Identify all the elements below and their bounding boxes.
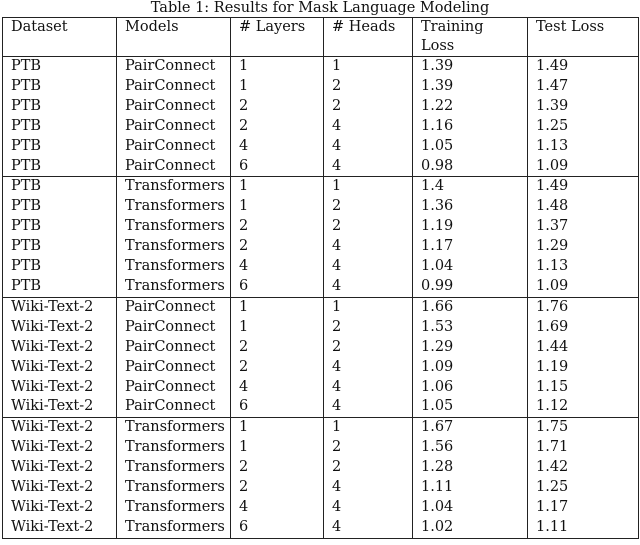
cell-model: Transformers <box>117 217 231 237</box>
cell-heads: 2 <box>324 318 413 338</box>
cell-heads: 4 <box>324 257 413 277</box>
cell-model: Transformers <box>117 518 231 538</box>
cell-test-loss: 1.49 <box>528 177 639 197</box>
cell-training-loss: 1.11 <box>413 478 528 498</box>
cell-test-loss: 1.11 <box>528 518 639 538</box>
table-caption: Table 1: Results for Mask Language Modeling <box>150 0 490 16</box>
cell-training-loss: 1.16 <box>413 117 528 137</box>
results-table <box>2 17 639 539</box>
cell-heads: 1 <box>324 297 413 317</box>
cell-test-loss: 1.09 <box>528 277 639 297</box>
cell-training-loss: 1.29 <box>413 338 528 358</box>
cell-test-loss: 1.13 <box>528 137 639 157</box>
cell-training-loss: 1.56 <box>413 438 528 458</box>
cell-dataset: PTB <box>3 157 117 177</box>
cell-test-loss: 1.13 <box>528 257 639 277</box>
cell-dataset: Wiki-Text-2 <box>3 478 117 498</box>
cell-test-loss: 1.25 <box>528 478 639 498</box>
cell-dataset: Wiki-Text-2 <box>3 438 117 458</box>
cell-model: PairConnect <box>117 397 231 417</box>
cell-dataset: Wiki-Text-2 <box>3 518 117 538</box>
cell-test-loss: 1.17 <box>528 498 639 518</box>
cell-layers: 1 <box>231 438 324 458</box>
cell-layers: 6 <box>231 397 324 417</box>
cell-dataset: Wiki-Text-2 <box>3 458 117 478</box>
table-row <box>3 277 639 297</box>
table-row <box>3 57 639 77</box>
header-dataset: Dataset <box>3 18 117 57</box>
cell-layers: 4 <box>231 137 324 157</box>
cell-heads: 4 <box>324 157 413 177</box>
table-row <box>3 257 639 277</box>
row-group <box>3 57 639 177</box>
cell-model: PairConnect <box>117 117 231 137</box>
cell-model: PairConnect <box>117 358 231 378</box>
cell-heads: 4 <box>324 277 413 297</box>
table-row <box>3 518 639 538</box>
table-row <box>3 458 639 478</box>
cell-test-loss: 1.25 <box>528 117 639 137</box>
cell-model: PairConnect <box>117 338 231 358</box>
table-row <box>3 397 639 417</box>
cell-dataset: PTB <box>3 137 117 157</box>
cell-training-loss: 0.99 <box>413 277 528 297</box>
cell-layers: 1 <box>231 297 324 317</box>
cell-heads: 2 <box>324 458 413 478</box>
cell-test-loss: 1.71 <box>528 438 639 458</box>
table-row <box>3 217 639 237</box>
table-row <box>3 177 639 197</box>
table-row <box>3 117 639 137</box>
cell-training-loss: 1.04 <box>413 257 528 277</box>
cell-layers: 6 <box>231 277 324 297</box>
cell-training-loss: 0.98 <box>413 157 528 177</box>
cell-heads: 1 <box>324 57 413 77</box>
cell-layers: 2 <box>231 338 324 358</box>
cell-model: PairConnect <box>117 57 231 77</box>
cell-training-loss: 1.02 <box>413 518 528 538</box>
table-row <box>3 478 639 498</box>
cell-training-loss: 1.09 <box>413 358 528 378</box>
cell-dataset: PTB <box>3 77 117 97</box>
cell-model: Transformers <box>117 478 231 498</box>
cell-layers: 2 <box>231 97 324 117</box>
cell-layers: 4 <box>231 378 324 398</box>
cell-dataset: Wiki-Text-2 <box>3 318 117 338</box>
cell-test-loss: 1.76 <box>528 297 639 317</box>
header-row <box>3 18 639 57</box>
table-row <box>3 318 639 338</box>
cell-dataset: PTB <box>3 237 117 257</box>
cell-training-loss: 1.04 <box>413 498 528 518</box>
cell-model: Transformers <box>117 418 231 438</box>
row-group <box>3 177 639 297</box>
cell-heads: 2 <box>324 217 413 237</box>
cell-heads: 2 <box>324 97 413 117</box>
table-row <box>3 237 639 257</box>
cell-heads: 4 <box>324 358 413 378</box>
cell-training-loss: 1.36 <box>413 197 528 217</box>
cell-model: Transformers <box>117 458 231 478</box>
cell-training-loss: 1.66 <box>413 297 528 317</box>
cell-training-loss: 1.17 <box>413 237 528 257</box>
header-test-loss: Test Loss <box>528 18 639 57</box>
table-row <box>3 197 639 217</box>
cell-heads: 1 <box>324 418 413 438</box>
cell-training-loss: 1.39 <box>413 77 528 97</box>
cell-training-loss: 1.06 <box>413 378 528 398</box>
cell-model: Transformers <box>117 257 231 277</box>
cell-heads: 4 <box>324 117 413 137</box>
cell-layers: 2 <box>231 358 324 378</box>
cell-heads: 4 <box>324 378 413 398</box>
cell-model: PairConnect <box>117 378 231 398</box>
cell-layers: 4 <box>231 498 324 518</box>
cell-training-loss: 1.22 <box>413 97 528 117</box>
cell-dataset: Wiki-Text-2 <box>3 418 117 438</box>
cell-dataset: Wiki-Text-2 <box>3 498 117 518</box>
row-group <box>3 418 639 538</box>
cell-dataset: PTB <box>3 217 117 237</box>
cell-dataset: Wiki-Text-2 <box>3 338 117 358</box>
table-row <box>3 378 639 398</box>
cell-layers: 6 <box>231 157 324 177</box>
cell-dataset: PTB <box>3 97 117 117</box>
cell-heads: 4 <box>324 137 413 157</box>
cell-model: Transformers <box>117 237 231 257</box>
cell-dataset: PTB <box>3 177 117 197</box>
cell-dataset: Wiki-Text-2 <box>3 358 117 378</box>
cell-layers: 1 <box>231 77 324 97</box>
cell-layers: 6 <box>231 518 324 538</box>
cell-layers: 2 <box>231 478 324 498</box>
cell-training-loss: 1.19 <box>413 217 528 237</box>
cell-test-loss: 1.19 <box>528 358 639 378</box>
cell-test-loss: 1.75 <box>528 418 639 438</box>
header-layers: # Layers <box>231 18 324 57</box>
cell-training-loss: 1.4 <box>413 177 528 197</box>
cell-layers: 2 <box>231 117 324 137</box>
cell-training-loss: 1.53 <box>413 318 528 338</box>
cell-dataset: PTB <box>3 277 117 297</box>
cell-training-loss: 1.05 <box>413 137 528 157</box>
cell-test-loss: 1.48 <box>528 197 639 217</box>
table-row <box>3 137 639 157</box>
cell-layers: 4 <box>231 257 324 277</box>
cell-heads: 2 <box>324 338 413 358</box>
cell-test-loss: 1.09 <box>528 157 639 177</box>
cell-heads: 2 <box>324 77 413 97</box>
cell-heads: 4 <box>324 478 413 498</box>
cell-model: PairConnect <box>117 137 231 157</box>
cell-model: Transformers <box>117 438 231 458</box>
cell-heads: 4 <box>324 498 413 518</box>
cell-test-loss: 1.29 <box>528 237 639 257</box>
cell-training-loss: 1.39 <box>413 57 528 77</box>
cell-dataset: PTB <box>3 197 117 217</box>
header-models: Models <box>117 18 231 57</box>
cell-model: Transformers <box>117 177 231 197</box>
cell-heads: 4 <box>324 518 413 538</box>
cell-model: Transformers <box>117 277 231 297</box>
cell-layers: 2 <box>231 217 324 237</box>
cell-model: PairConnect <box>117 297 231 317</box>
table-row <box>3 338 639 358</box>
header-training-loss: Training Loss <box>413 18 528 57</box>
cell-heads: 4 <box>324 237 413 257</box>
cell-test-loss: 1.49 <box>528 57 639 77</box>
cell-test-loss: 1.37 <box>528 217 639 237</box>
table-row <box>3 77 639 97</box>
table-row <box>3 438 639 458</box>
cell-model: Transformers <box>117 197 231 217</box>
cell-model: PairConnect <box>117 318 231 338</box>
cell-dataset: PTB <box>3 257 117 277</box>
cell-layers: 1 <box>231 177 324 197</box>
cell-dataset: PTB <box>3 57 117 77</box>
cell-layers: 2 <box>231 458 324 478</box>
cell-training-loss: 1.05 <box>413 397 528 417</box>
cell-test-loss: 1.39 <box>528 97 639 117</box>
table-row <box>3 418 639 438</box>
cell-heads: 4 <box>324 397 413 417</box>
cell-model: Transformers <box>117 498 231 518</box>
cell-heads: 2 <box>324 438 413 458</box>
table-row <box>3 157 639 177</box>
cell-test-loss: 1.12 <box>528 397 639 417</box>
cell-training-loss: 1.67 <box>413 418 528 438</box>
cell-test-loss: 1.69 <box>528 318 639 338</box>
cell-test-loss: 1.44 <box>528 338 639 358</box>
cell-heads: 1 <box>324 177 413 197</box>
table-row <box>3 358 639 378</box>
cell-model: PairConnect <box>117 97 231 117</box>
row-group <box>3 297 639 417</box>
table-row <box>3 97 639 117</box>
cell-test-loss: 1.42 <box>528 458 639 478</box>
table-row <box>3 297 639 317</box>
cell-test-loss: 1.47 <box>528 77 639 97</box>
cell-dataset: PTB <box>3 117 117 137</box>
cell-dataset: Wiki-Text-2 <box>3 378 117 398</box>
cell-layers: 1 <box>231 197 324 217</box>
cell-test-loss: 1.15 <box>528 378 639 398</box>
cell-layers: 1 <box>231 418 324 438</box>
header-heads: # Heads <box>324 18 413 57</box>
cell-dataset: Wiki-Text-2 <box>3 297 117 317</box>
cell-model: PairConnect <box>117 157 231 177</box>
cell-layers: 1 <box>231 57 324 77</box>
cell-layers: 2 <box>231 237 324 257</box>
table-row <box>3 498 639 518</box>
cell-heads: 2 <box>324 197 413 217</box>
cell-dataset: Wiki-Text-2 <box>3 397 117 417</box>
cell-training-loss: 1.28 <box>413 458 528 478</box>
cell-model: PairConnect <box>117 77 231 97</box>
cell-layers: 1 <box>231 318 324 338</box>
